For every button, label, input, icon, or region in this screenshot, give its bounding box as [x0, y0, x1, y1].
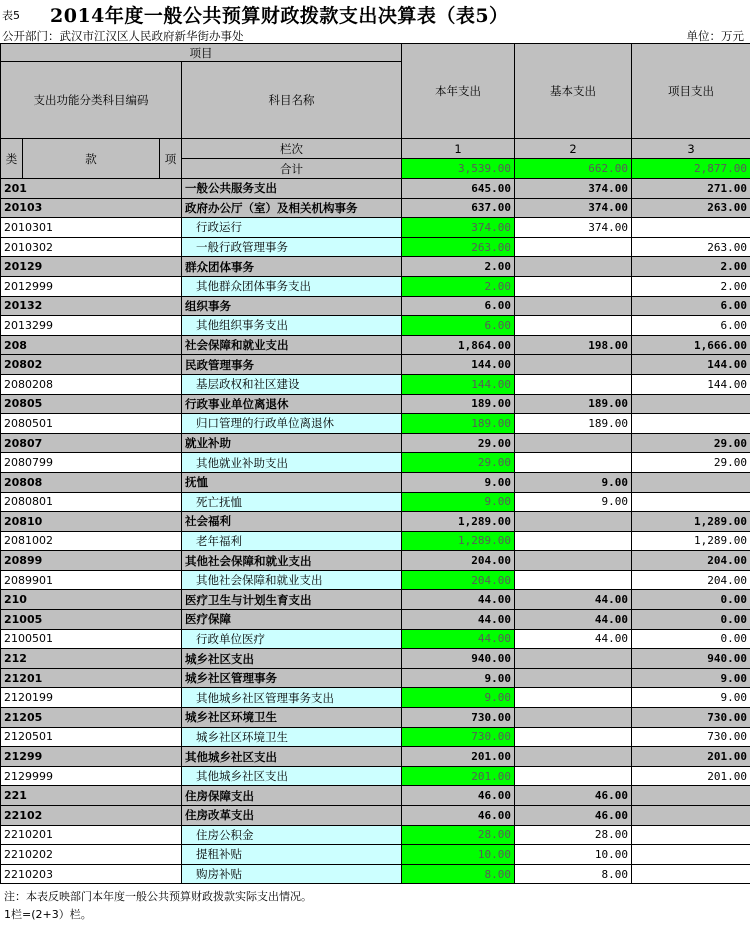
row-subject-name: 其他城乡社区支出	[182, 766, 402, 786]
row-this-year: 29.00	[402, 433, 515, 453]
row-code: 21005	[1, 610, 182, 630]
row-this-year: 637.00	[402, 198, 515, 218]
row-basic	[515, 276, 632, 296]
table-row	[1, 590, 750, 610]
table-row	[1, 806, 750, 826]
header-kuan: 款	[23, 139, 160, 179]
row-basic: 44.00	[515, 610, 632, 630]
row-project	[632, 472, 750, 492]
table-row	[1, 610, 750, 630]
header-col-3: 3	[632, 139, 750, 159]
row-basic	[515, 316, 632, 336]
row-subject-name: 死亡抚恤	[182, 492, 402, 512]
table-row	[1, 355, 750, 375]
row-basic	[515, 668, 632, 688]
table-row	[1, 276, 750, 296]
row-basic: 189.00	[515, 414, 632, 434]
total-label: 合计	[182, 159, 402, 179]
row-basic	[515, 708, 632, 728]
row-this-year: 263.00	[402, 237, 515, 257]
row-code: 20808	[1, 472, 182, 492]
row-this-year: 9.00	[402, 472, 515, 492]
row-subject-name: 其他就业补助支出	[182, 453, 402, 473]
row-basic	[515, 727, 632, 747]
row-this-year: 2.00	[402, 276, 515, 296]
table-row	[1, 531, 750, 551]
row-basic	[515, 374, 632, 394]
row-project	[632, 786, 750, 806]
row-subject-name: 归口管理的行政单位离退休	[182, 414, 402, 434]
row-project: 263.00	[632, 198, 750, 218]
row-code: 2080801	[1, 492, 182, 512]
row-code: 20129	[1, 257, 182, 277]
row-project: 2.00	[632, 257, 750, 277]
unit-label: 单位：万元	[686, 29, 744, 43]
row-project: 1,666.00	[632, 335, 750, 355]
footnote-line-2: 1栏=(2+3）栏。	[4, 908, 92, 921]
row-project: 263.00	[632, 237, 750, 257]
row-basic: 9.00	[515, 492, 632, 512]
table-row	[1, 708, 750, 728]
header-col-1: 1	[402, 139, 515, 159]
row-basic: 198.00	[515, 335, 632, 355]
table-number-label: 表5	[2, 9, 20, 22]
row-project: 29.00	[632, 433, 750, 453]
row-basic	[515, 296, 632, 316]
row-project: 9.00	[632, 668, 750, 688]
row-basic: 9.00	[515, 472, 632, 492]
header-xiang: 项	[160, 139, 182, 179]
table-row	[1, 179, 750, 199]
row-basic: 44.00	[515, 629, 632, 649]
row-this-year: 201.00	[402, 766, 515, 786]
row-this-year: 44.00	[402, 629, 515, 649]
row-this-year: 44.00	[402, 610, 515, 630]
row-basic: 46.00	[515, 786, 632, 806]
row-subject-name: 行政事业单位离退休	[182, 394, 402, 414]
row-this-year: 29.00	[402, 453, 515, 473]
row-project	[632, 414, 750, 434]
row-code: 2120501	[1, 727, 182, 747]
row-this-year: 46.00	[402, 786, 515, 806]
header-subject-name: 科目名称	[182, 62, 402, 139]
row-project: 0.00	[632, 590, 750, 610]
row-project: 0.00	[632, 610, 750, 630]
table-row	[1, 433, 750, 453]
row-subject-name: 社会福利	[182, 512, 402, 532]
row-basic	[515, 237, 632, 257]
total-project: 2,877.00	[632, 159, 750, 179]
table-row	[1, 570, 750, 590]
row-code: 21299	[1, 747, 182, 767]
row-code: 2013299	[1, 316, 182, 336]
row-code: 2120199	[1, 688, 182, 708]
table-row	[1, 512, 750, 532]
row-basic	[515, 512, 632, 532]
row-this-year: 8.00	[402, 864, 515, 884]
row-this-year: 9.00	[402, 668, 515, 688]
row-basic	[515, 257, 632, 277]
table-row	[1, 374, 750, 394]
header-lanci: 栏次	[182, 139, 402, 159]
row-basic	[515, 688, 632, 708]
row-basic	[515, 766, 632, 786]
table-row	[1, 766, 750, 786]
row-subject-name: 群众团体事务	[182, 257, 402, 277]
row-code: 221	[1, 786, 182, 806]
row-this-year: 28.00	[402, 825, 515, 845]
row-basic	[515, 355, 632, 375]
row-code: 21205	[1, 708, 182, 728]
row-subject-name: 行政单位医疗	[182, 629, 402, 649]
row-this-year: 940.00	[402, 649, 515, 669]
row-subject-name: 住房公积金	[182, 825, 402, 845]
row-project: 1,289.00	[632, 512, 750, 532]
table-row	[1, 845, 750, 865]
row-code: 20807	[1, 433, 182, 453]
footnote-line-1: 注：本表反映部门本年度一般公共预算财政拨款实际支出情况。	[4, 890, 312, 903]
row-basic	[515, 433, 632, 453]
row-code: 2081002	[1, 531, 182, 551]
row-project: 9.00	[632, 688, 750, 708]
row-code: 2210202	[1, 845, 182, 865]
row-basic: 46.00	[515, 806, 632, 826]
row-this-year: 730.00	[402, 708, 515, 728]
header-func-code: 支出功能分类科目编码	[1, 62, 182, 139]
row-project: 144.00	[632, 355, 750, 375]
row-code: 2080799	[1, 453, 182, 473]
row-this-year: 44.00	[402, 590, 515, 610]
row-subject-name: 提租补贴	[182, 845, 402, 865]
row-project	[632, 864, 750, 884]
row-code: 2012999	[1, 276, 182, 296]
row-code: 2089901	[1, 570, 182, 590]
row-subject-name: 其他社会保障和就业支出	[182, 551, 402, 571]
table-row	[1, 414, 750, 434]
row-this-year: 10.00	[402, 845, 515, 865]
row-this-year: 1,289.00	[402, 531, 515, 551]
row-subject-name: 民政管理事务	[182, 355, 402, 375]
table-row	[1, 492, 750, 512]
row-project: 144.00	[632, 374, 750, 394]
table-row	[1, 688, 750, 708]
row-code: 20810	[1, 512, 182, 532]
row-this-year: 2.00	[402, 257, 515, 277]
row-basic: 374.00	[515, 179, 632, 199]
footnotes	[4, 888, 312, 924]
row-basic: 374.00	[515, 198, 632, 218]
table-row	[1, 453, 750, 473]
row-this-year: 6.00	[402, 316, 515, 336]
row-project: 730.00	[632, 708, 750, 728]
row-this-year: 9.00	[402, 492, 515, 512]
row-subject-name: 住房改革支出	[182, 806, 402, 826]
row-subject-name: 社会保障和就业支出	[182, 335, 402, 355]
table-row	[1, 316, 750, 336]
row-this-year: 189.00	[402, 394, 515, 414]
row-project: 204.00	[632, 570, 750, 590]
department-label: 公开部门：武汉市江汉区人民政府新华街办事处	[2, 29, 244, 43]
row-this-year: 6.00	[402, 296, 515, 316]
row-subject-name: 其他城乡社区管理事务支出	[182, 688, 402, 708]
row-basic: 10.00	[515, 845, 632, 865]
row-basic	[515, 551, 632, 571]
row-this-year: 144.00	[402, 355, 515, 375]
row-subject-name: 住房保障支出	[182, 786, 402, 806]
row-this-year: 645.00	[402, 179, 515, 199]
row-project: 6.00	[632, 296, 750, 316]
row-code: 20132	[1, 296, 182, 316]
row-project: 204.00	[632, 551, 750, 571]
header-project: 项目支出	[632, 44, 750, 139]
table-row	[1, 218, 750, 238]
row-code: 2129999	[1, 766, 182, 786]
row-subject-name: 基层政权和社区建设	[182, 374, 402, 394]
row-subject-name: 城乡社区管理事务	[182, 668, 402, 688]
header-col-2: 2	[515, 139, 632, 159]
row-project: 201.00	[632, 766, 750, 786]
row-subject-name: 其他城乡社区支出	[182, 747, 402, 767]
row-code: 2210201	[1, 825, 182, 845]
table-row	[1, 472, 750, 492]
row-project	[632, 492, 750, 512]
row-this-year: 144.00	[402, 374, 515, 394]
row-code: 2010301	[1, 218, 182, 238]
page-title: 2014年度一般公共预算财政拨款支出决算表（表5）	[50, 5, 509, 27]
row-code: 20802	[1, 355, 182, 375]
row-this-year: 9.00	[402, 688, 515, 708]
row-code: 22102	[1, 806, 182, 826]
row-basic: 374.00	[515, 218, 632, 238]
row-project	[632, 394, 750, 414]
table-row	[1, 747, 750, 767]
row-basic: 44.00	[515, 590, 632, 610]
row-project	[632, 845, 750, 865]
row-subject-name: 医疗保障	[182, 610, 402, 630]
row-subject-name: 抚恤	[182, 472, 402, 492]
row-code: 208	[1, 335, 182, 355]
row-basic	[515, 531, 632, 551]
row-code: 20899	[1, 551, 182, 571]
row-basic: 28.00	[515, 825, 632, 845]
table-row	[1, 296, 750, 316]
row-code: 212	[1, 649, 182, 669]
row-this-year: 374.00	[402, 218, 515, 238]
row-this-year: 204.00	[402, 551, 515, 571]
row-subject-name: 组织事务	[182, 296, 402, 316]
table-row	[1, 649, 750, 669]
row-code: 2080208	[1, 374, 182, 394]
row-subject-name: 医疗卫生与计划生育支出	[182, 590, 402, 610]
table-row	[1, 198, 750, 218]
row-this-year: 46.00	[402, 806, 515, 826]
row-code: 2100501	[1, 629, 182, 649]
row-project: 2.00	[632, 276, 750, 296]
row-subject-name: 一般行政管理事务	[182, 237, 402, 257]
row-code: 2010302	[1, 237, 182, 257]
row-code: 21201	[1, 668, 182, 688]
row-project: 201.00	[632, 747, 750, 767]
row-project: 0.00	[632, 629, 750, 649]
row-code: 20103	[1, 198, 182, 218]
row-project	[632, 825, 750, 845]
table-row	[1, 629, 750, 649]
header-basic: 基本支出	[515, 44, 632, 139]
row-subject-name: 老年福利	[182, 531, 402, 551]
table-row	[1, 237, 750, 257]
expenditure-table	[0, 43, 750, 884]
table-row	[1, 825, 750, 845]
row-subject-name: 就业补助	[182, 433, 402, 453]
row-code: 201	[1, 179, 182, 199]
row-code: 210	[1, 590, 182, 610]
row-subject-name: 政府办公厅（室）及相关机构事务	[182, 198, 402, 218]
row-project	[632, 806, 750, 826]
table-row	[1, 668, 750, 688]
row-project: 940.00	[632, 649, 750, 669]
row-basic: 189.00	[515, 394, 632, 414]
row-subject-name: 其他社会保障和就业支出	[182, 570, 402, 590]
table-row	[1, 394, 750, 414]
header-this-year: 本年支出	[402, 44, 515, 139]
row-project: 730.00	[632, 727, 750, 747]
row-subject-name: 购房补贴	[182, 864, 402, 884]
row-subject-name: 一般公共服务支出	[182, 179, 402, 199]
row-subject-name: 行政运行	[182, 218, 402, 238]
total-basic: 662.00	[515, 159, 632, 179]
row-subject-name: 城乡社区环境卫生	[182, 727, 402, 747]
row-this-year: 730.00	[402, 727, 515, 747]
total-this-year: 3,539.00	[402, 159, 515, 179]
row-project: 271.00	[632, 179, 750, 199]
row-project	[632, 218, 750, 238]
header-lei: 类	[1, 139, 23, 179]
row-this-year: 1,289.00	[402, 512, 515, 532]
table-row	[1, 257, 750, 277]
row-project: 6.00	[632, 316, 750, 336]
row-this-year: 1,864.00	[402, 335, 515, 355]
row-basic: 8.00	[515, 864, 632, 884]
table-row	[1, 551, 750, 571]
row-subject-name: 其他群众团体事务支出	[182, 276, 402, 296]
row-basic	[515, 453, 632, 473]
row-project: 1,289.00	[632, 531, 750, 551]
row-code: 20805	[1, 394, 182, 414]
row-basic	[515, 747, 632, 767]
row-code: 2080501	[1, 414, 182, 434]
table-row	[1, 727, 750, 747]
row-basic	[515, 570, 632, 590]
row-subject-name: 城乡社区环境卫生	[182, 708, 402, 728]
row-this-year: 201.00	[402, 747, 515, 767]
header-item: 项目	[1, 44, 402, 62]
row-this-year: 204.00	[402, 570, 515, 590]
table-row	[1, 335, 750, 355]
table-row	[1, 786, 750, 806]
row-basic	[515, 649, 632, 669]
table-row	[1, 864, 750, 884]
row-code: 2210203	[1, 864, 182, 884]
row-this-year: 189.00	[402, 414, 515, 434]
row-subject-name: 城乡社区支出	[182, 649, 402, 669]
row-project: 29.00	[632, 453, 750, 473]
row-subject-name: 其他组织事务支出	[182, 316, 402, 336]
